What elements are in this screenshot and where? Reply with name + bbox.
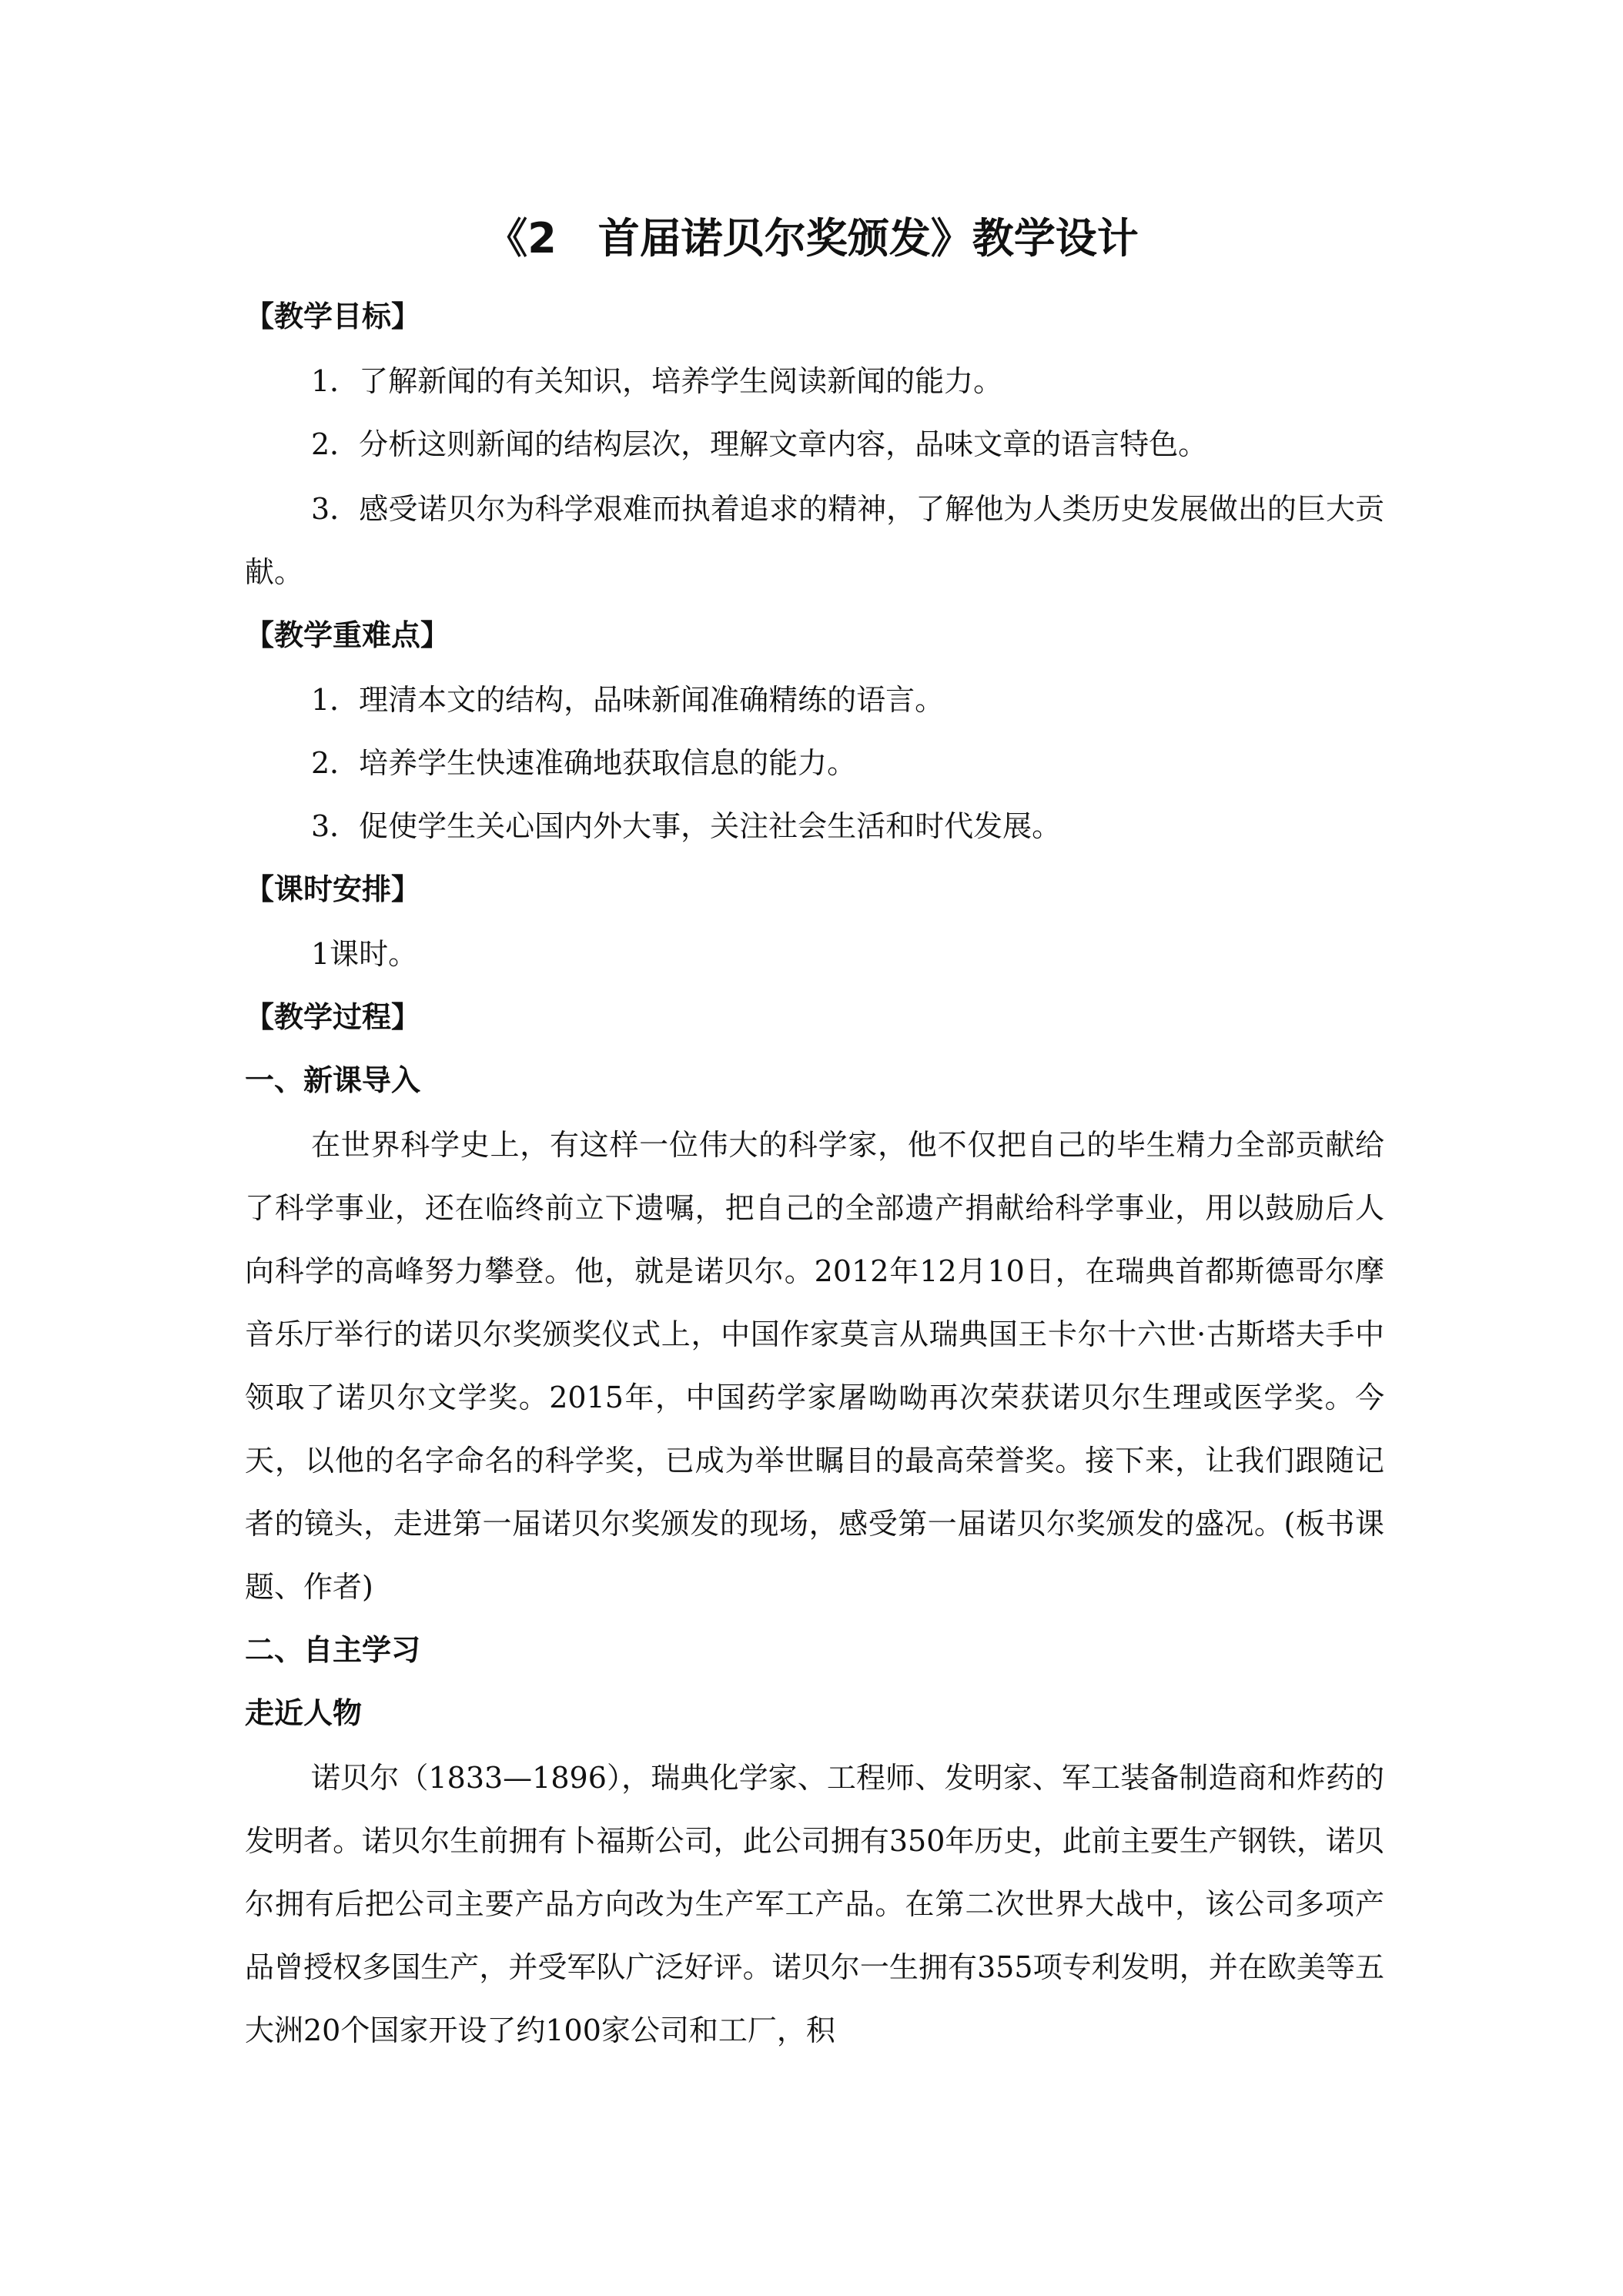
objective-item-1: 1．了解新闻的有关知识，培养学生阅读新闻的能力。: [311, 364, 1003, 398]
heading-objectives: 【教学目标】: [245, 300, 421, 333]
heading-key-points: 【教学重难点】: [245, 618, 450, 652]
nobel-biography-paragraph: 诺贝尔（1833—1896），瑞典化学家、工程师、发明家、军工装备制造商和炸药的发明者。诺贝尔生前拥有卜福斯公司，此公司拥有350年历史，此前主要生产钢铁，诺贝尔拥有后把公司主要产品方向改为生产军工产品。在第二次世界大战中，该公司多项产品曾授权多国生产，并受军队广泛好评。诺贝尔一生拥有355项专利发明，并在欧美等五大洲20个国家开设了约100家公司和工厂，积: [245, 1761, 1384, 2047]
heading-self-study: 二、自主学习: [245, 1633, 421, 1667]
heading-schedule: 【课时安排】: [245, 872, 421, 906]
objective-item-3: 3．感受诺贝尔为科学艰难而执着追求的精神，了解他为人类历史发展做出的巨大贡献。: [245, 492, 1384, 589]
objective-item-2: 2．分析这则新闻的结构层次，理解文章内容，品味文章的语言特色。: [311, 427, 1208, 461]
key-point-item-3: 3．促使学生关心国内外大事，关注社会生活和时代发展。: [311, 809, 1062, 843]
heading-process: 【教学过程】: [245, 1000, 421, 1034]
document-title: 《2 首届诺贝尔奖颁发》教学设计: [486, 214, 1139, 263]
schedule-text: 1课时。: [311, 937, 418, 971]
key-point-item-2: 2．培养学生快速准确地获取信息的能力。: [311, 746, 857, 780]
intro-paragraph: 在世界科学史上，有这样一位伟大的科学家，他不仅把自己的毕生精力全部贡献给了科学事业，还在临终前立下遗嘱，把自己的全部遗产捐献给科学事业，用以鼓励后人向科学的高峰努力攀登。他，就是诺贝尔。2012年12月10日，在瑞典首都斯德哥尔摩音乐厅举行的诺贝尔奖颁奖仪式上，中国作家莫言从瑞典国王卡尔十六世·古斯塔夫手中领取了诺贝尔文学奖。2015年，中国药学家屠呦呦再次荣获诺贝尔生理或医学奖。今天，以他的名字命名的科学奖，已成为举世瞩目的最高荣誉奖。接下来，让我们跟随记者的镜头，走进第一届诺贝尔奖颁发的现场，感受第一届诺贝尔奖颁发的盛况。(板书课题、作者): [245, 1128, 1384, 1604]
key-point-item-1: 1．理清本文的结构，品味新闻准确精练的语言。: [311, 683, 945, 717]
subheading-person: 走近人物: [245, 1696, 363, 1730]
heading-intro: 一、新课导入: [245, 1063, 421, 1097]
